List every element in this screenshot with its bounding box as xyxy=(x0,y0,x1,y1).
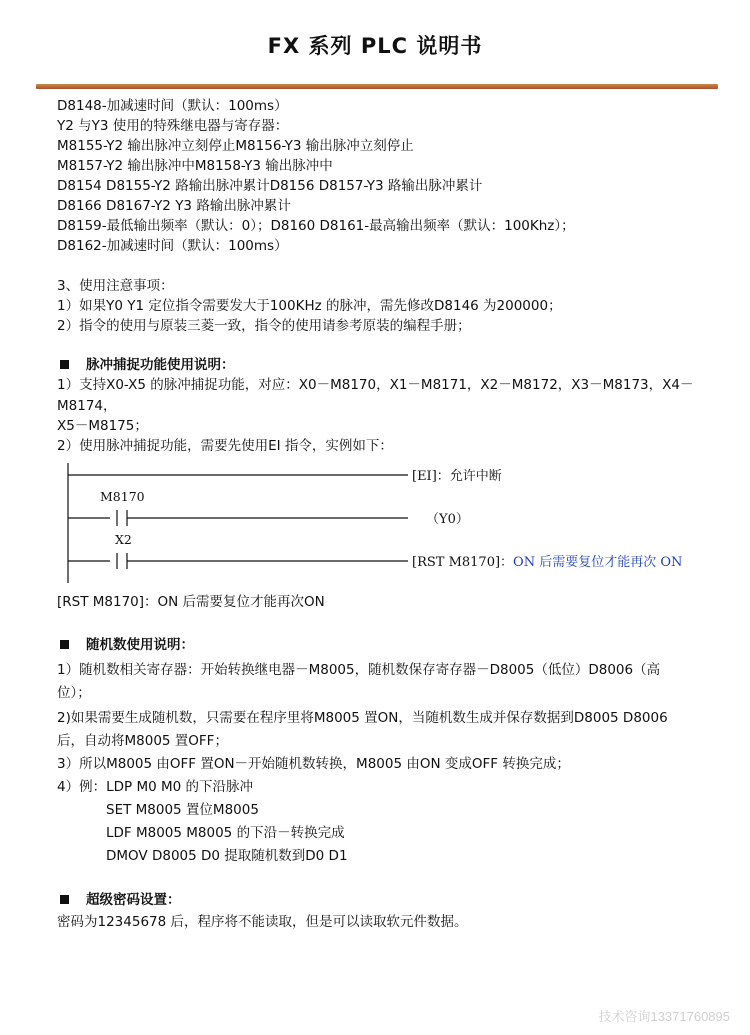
ladder-footnote: [RST M8170]：ON 后需要复位才能再次ON xyxy=(57,594,325,610)
contact-m8170-label: M8170 xyxy=(100,489,145,504)
text-line: M8157-Y2 输出脉冲中M8158-Y3 输出脉冲中 xyxy=(57,158,333,174)
code-line: LDF M8005 M8005 的下沿－转换完成 xyxy=(106,825,345,841)
text-line: D8166 D8167-Y2 Y3 路输出脉冲累计 xyxy=(57,198,291,214)
bullet-square-icon xyxy=(60,895,69,904)
page-title: FX 系列 PLC 说明书 xyxy=(267,34,483,58)
text-line: X5－M8175； xyxy=(57,418,148,434)
text-line: 位）； xyxy=(57,685,91,701)
ladder-diagram xyxy=(60,455,710,585)
section-heading-password: 超级密码设置： xyxy=(57,890,181,910)
text-line: 3）所以M8005 由OFF 置ON－开始随机数转换，M8005 由ON 变成OFF 转换完成； xyxy=(57,756,570,772)
text-line: D8162-加减速时间（默认：100ms） xyxy=(57,238,288,254)
text-line: 1）支持X0-X5 的脉冲捕捉功能，对应：X0－M8170，X1－M8171，X2－M8172，X3－M8173，X4－ xyxy=(57,377,694,393)
text-line: Y2 与Y3 使用的特殊继电器与寄存器： xyxy=(57,118,289,134)
bullet-square-icon xyxy=(60,640,69,649)
bullet-square-icon xyxy=(60,360,69,369)
rst-label: [RST M8170]：ON 后需要复位才能再次 ON xyxy=(412,555,683,570)
text-line: 后，自动将M8005 置OFF； xyxy=(57,733,228,749)
code-line: DMOV D8005 D0 提取随机数到D0 D1 xyxy=(106,848,348,864)
text-line: 1）如果Y0 Y1 定位指令需要发大于100KHz 的脉冲，需先修改D8146 为200000； xyxy=(57,298,562,314)
text-line: 1）随机数相关寄存器：开始转换继电器－M8005，随机数保存寄存器－D8005（低位）D8006（高 xyxy=(57,662,661,678)
text-line: M8174， xyxy=(57,398,117,414)
contact-x2-label: X2 xyxy=(115,532,132,547)
ei-label: [EI]：允许中断 xyxy=(412,469,502,484)
section-heading-random: 随机数使用说明： xyxy=(57,635,194,655)
text-line: D8154 D8155-Y2 路输出脉冲累计D8156 D8157-Y3 路输出脉冲累计 xyxy=(57,178,483,194)
text-line: 4）例：LDP M0 M0 的下沿脉冲 xyxy=(57,779,253,795)
text-line: M8155-Y2 输出脉冲立刻停止M8156-Y3 输出脉冲立刻停止 xyxy=(57,138,414,154)
header-rule xyxy=(36,84,718,89)
text-line: 密码为12345678 后，程序将不能读取，但是可以读取软元件数据。 xyxy=(57,914,468,930)
text-line: D8159-最低输出频率（默认：0）；D8160 D8161-最高输出频率（默认：100Khz）； xyxy=(57,218,575,234)
text-line: 3、使用注意事项： xyxy=(57,278,174,294)
text-line: D8148-加减速时间（默认：100ms） xyxy=(57,98,288,114)
text-line: 2)如果需要生成随机数，只需要在程序里将M8005 置ON，当随机数生成并保存数据到D8005 D8006 xyxy=(57,710,668,726)
watermark: 技术咨询13371760895 xyxy=(598,1009,730,1024)
text-line: 2）指令的使用与原装三菱一致，指令的使用请参考原装的编程手册； xyxy=(57,318,471,334)
code-line: SET M8005 置位M8005 xyxy=(106,802,259,818)
coil-y0-label: （Y0） xyxy=(426,512,469,527)
text-line: 2）使用脉冲捕捉功能，需要先使用EI 指令，实例如下： xyxy=(57,438,393,454)
section-heading-pulse-capture: 脉冲捕捉功能使用说明： xyxy=(57,355,235,375)
